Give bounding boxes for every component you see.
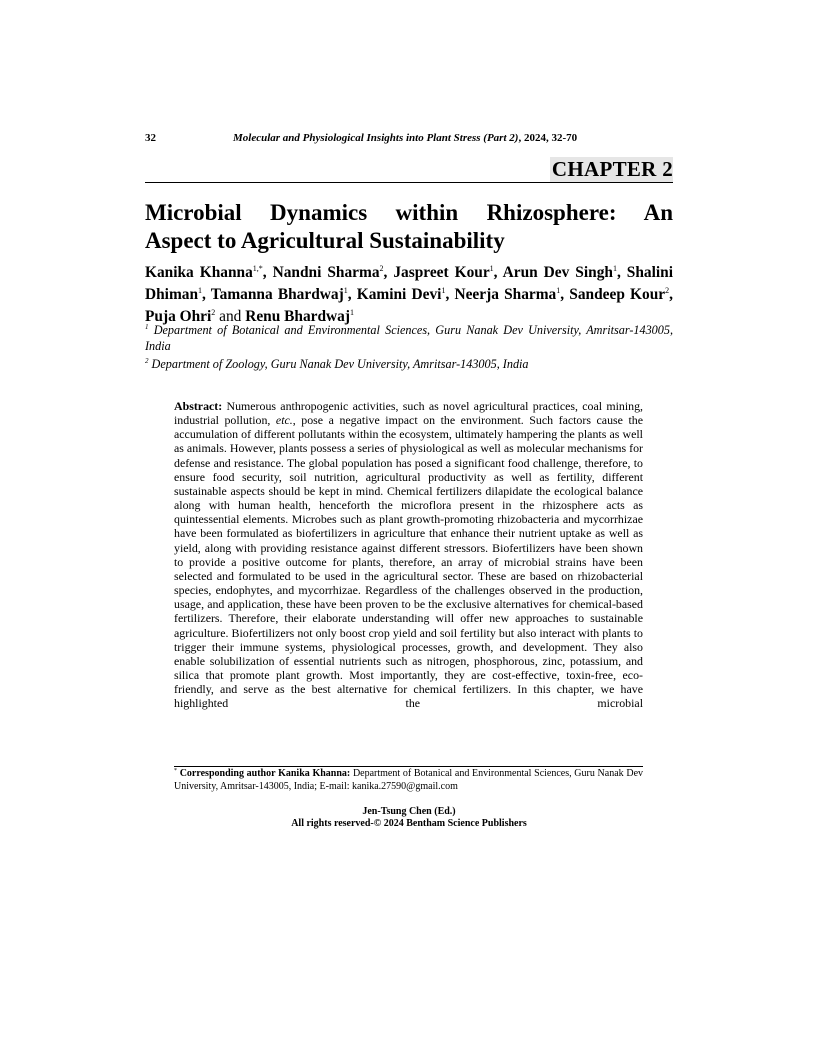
author-affiliation-marker: 1: [612, 264, 617, 273]
author-name: Shalini Dhiman: [145, 264, 673, 303]
chapter-title: [145, 199, 673, 255]
author-separator: ,: [616, 264, 627, 281]
author-name: Kanika Khanna: [145, 264, 253, 281]
author-affiliation-marker: 2: [379, 264, 384, 273]
affiliation-1-marker: 1: [145, 323, 149, 331]
affiliation-2-marker: 2: [145, 357, 149, 365]
running-title: Molecular and Physiological Insights into Plant Stress (Part 2), 2024, 32-70: [233, 132, 578, 144]
author-list: [145, 262, 673, 328]
author-affiliation-marker: 1: [441, 286, 446, 295]
author-name: Jaspreet Kour: [393, 264, 490, 281]
running-header: [145, 132, 673, 150]
author-affiliation-marker: 2: [211, 308, 216, 317]
author-separator: and: [215, 308, 246, 325]
author-separator: ,: [262, 264, 273, 281]
abstract: [174, 399, 643, 710]
author-separator: ,: [445, 286, 455, 303]
author-affiliation-marker: 1: [556, 286, 561, 295]
affiliation-2-text: Department of Zoology, Guru Nanak Dev University, Amritsar-143005, India: [151, 357, 529, 371]
author-name: Kamini Devi: [356, 286, 442, 303]
affiliation-1-text: Department of Botanical and Environmental Sciences, Guru Nanak Dev University, Amritsar-143005, India: [145, 323, 673, 353]
chapter-rule: [145, 182, 673, 183]
footnote-label: Corresponding author Kanika Khanna:: [179, 768, 351, 779]
affiliation-1: [145, 322, 673, 354]
abstract-label: Abstract:: [174, 399, 223, 413]
author-separator: ,: [202, 286, 211, 303]
footnote-marker: *: [174, 768, 177, 774]
corresponding-author-footnote: [174, 768, 643, 793]
author-separator: ,: [493, 264, 503, 281]
page-number: 32: [145, 132, 156, 144]
footnote-rule: [174, 766, 643, 767]
author-affiliation-marker: 1: [343, 286, 348, 295]
abstract-text-2: , pose a negative impact on the environment. Such factors cause the accumulation of different pollutants within the ecosystem, ultimately hampering the plants as well as animals. However, plants possess a series of physiological as well as molecular mechanisms for defense and resistance. The global population has posed a significant food challenge, therefore, to ensure food security, soil nutrition, agricultural productivity as well as fertility, different sustainable aspects should be kept in mind. Chemical fertilizers dilapidate the ecological balance along with human health, henceforth the microflora present in the rhizosphere acts as quintessential elements. Microbes such as plant growth-promoting rhizobacteria and mycorrhizae have been formulated as biofertilizers in agriculture that enhance their nutrient uptake as well as yield, along with providing resistance against different stressors. Biofertilizers have been shown to provide a positive outcome for plants, therefore, an array of microbial strains have been selected and formulated to be used in the agricultural sector. These are based on rhizobacterial species, endophytes, and mycorrhizae. Regardless of the challenges observed in the production, usage, and application, these have been proven to be the exclusive alternatives for chemical-based fertilizers. Therefore, their elaborate understanding will offer new approaches to sustainable agriculture. Biofertilizers not only boost crop yield and soil fertility but also interact with plants to trigger their immune systems, physiological processes, growth, and development. They also enable solubilization of essential nutrients such as nitrogen, phosphorous, zinc, potassium, and silica that promote plant growth. Most importantly, they are cost-effective, toxin-free, eco-friendly, and serve as the best alternative for chemical fertilizers. In this chapter, we have highlighted the microbial: [174, 413, 643, 711]
chapter-label: CHAPTER 2: [551, 157, 673, 181]
author-name: Sandeep Kour: [569, 286, 666, 303]
chapter-title-line-1: Microbial Dynamics within Rhizosphere: An: [145, 200, 673, 225]
author-separator: ,: [669, 286, 673, 303]
author-affiliation-marker: 1: [489, 264, 494, 273]
author-name: Tamanna Bhardwaj: [210, 286, 344, 303]
author-affiliation-marker: 1,*: [252, 264, 263, 273]
abstract-etc: etc.: [275, 413, 293, 428]
abstract-text-1: Numerous anthropogenic activities, such as novel agricultural practices, coal mining, industrial pollution,: [174, 399, 643, 428]
author-separator: ,: [560, 286, 570, 303]
author-affiliation-marker: 1: [349, 308, 354, 317]
affiliation-2: [145, 356, 673, 372]
footnote-text: Department of Botanical and Environmental Sciences, Guru Nanak Dev University, Amritsar-143005, India; E-mail: kanika.27590@gmail.com: [174, 768, 644, 792]
author-name: Arun Dev Singh: [502, 264, 613, 281]
author-affiliation-marker: 2: [665, 286, 670, 295]
rights-line: All rights reserved-© 2024 Bentham Science Publishers: [291, 818, 527, 829]
author-name: Neerja Sharma: [454, 286, 557, 303]
author-name: Nandni Sharma: [272, 264, 380, 281]
author-separator: ,: [383, 264, 394, 281]
author-affiliation-marker: 1: [198, 286, 203, 295]
editor-line: Jen-Tsung Chen (Ed.): [362, 806, 456, 817]
author-name: Puja Ohri: [145, 308, 212, 325]
author-separator: ,: [347, 286, 357, 303]
author-name: Renu Bhardwaj: [245, 308, 350, 325]
chapter-title-line-2: Aspect to Agricultural Sustainability: [145, 228, 505, 253]
